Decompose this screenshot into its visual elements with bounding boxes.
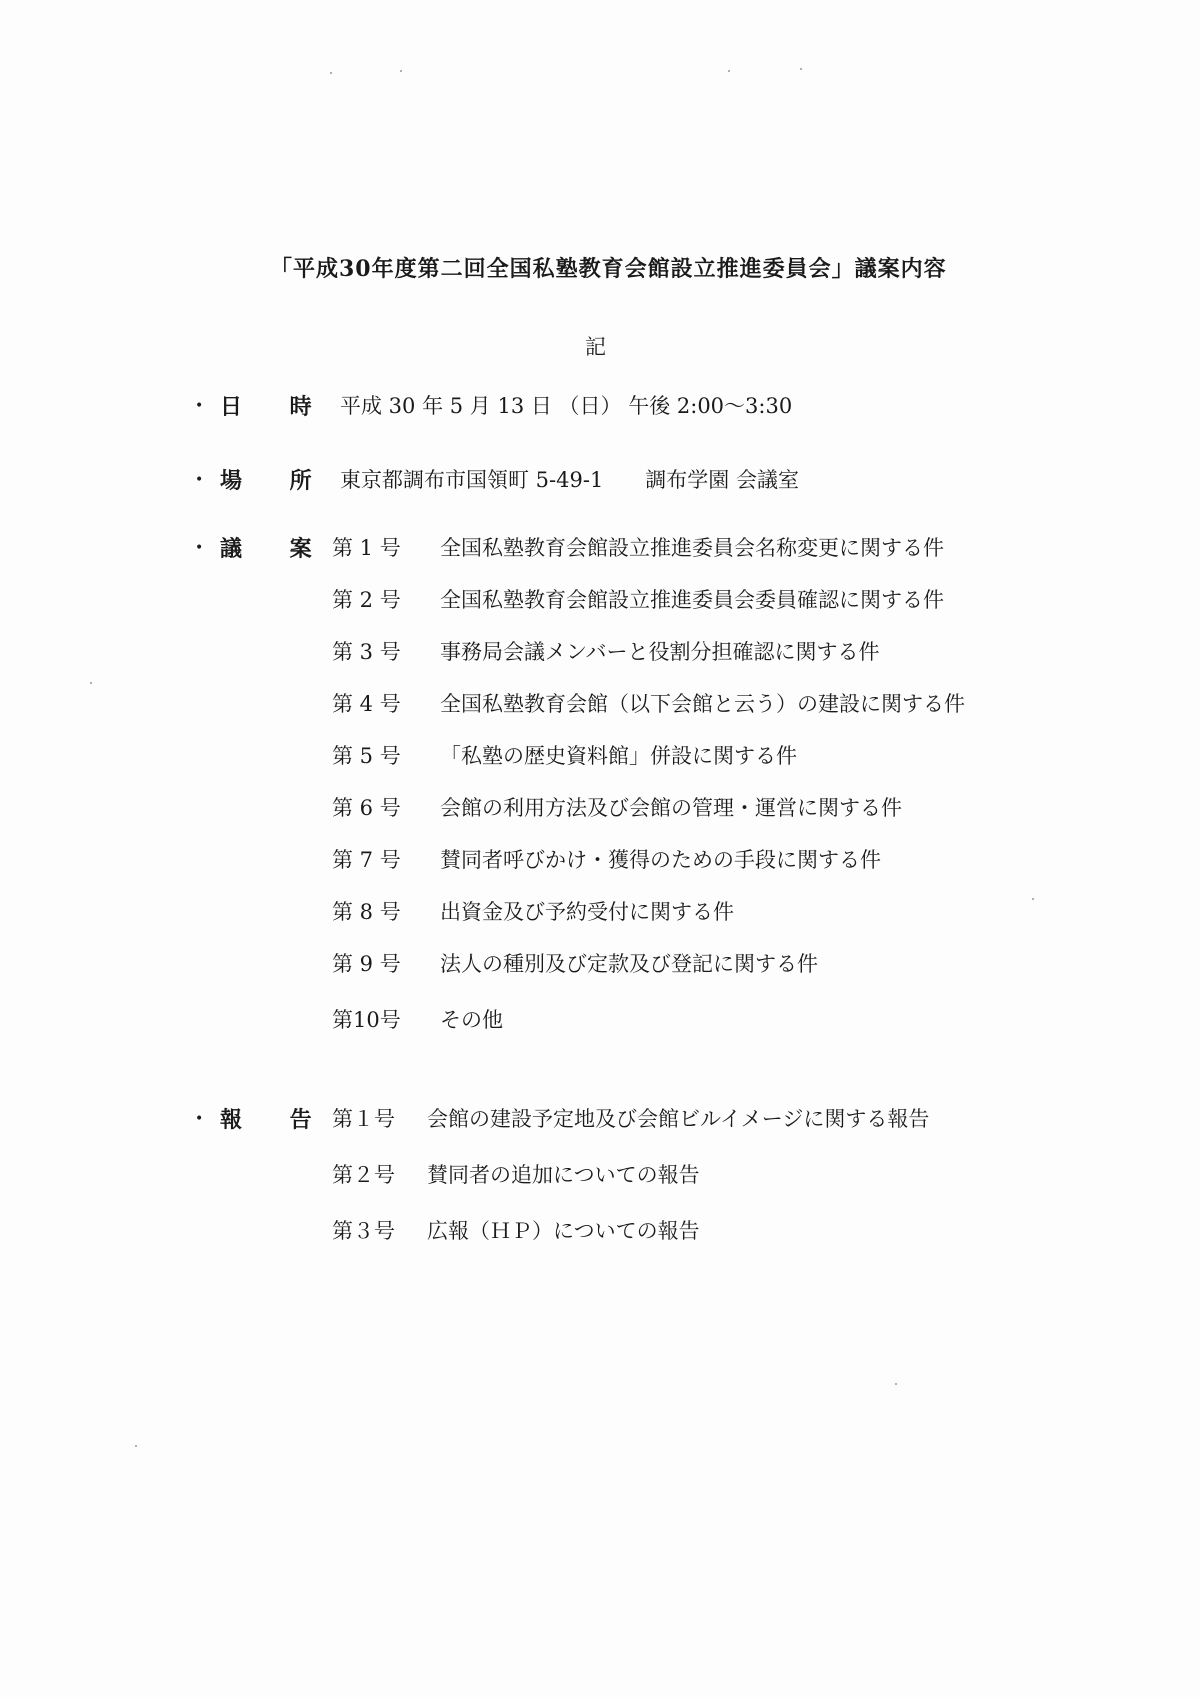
agenda-item (332, 584, 944, 614)
agenda-item-number: 第 6 号 (332, 796, 401, 820)
agenda-item-text: 「私塾の歴史資料館」併設に関する件 (440, 744, 797, 768)
scan-speck (800, 68, 802, 70)
datetime-label: 日 時 (220, 394, 332, 420)
report-label: 報 告 (220, 1107, 332, 1133)
agenda-item-text: 全国私塾教育会館（以下会館と云う）の建設に関する件 (440, 692, 965, 716)
agenda-item-number: 第 2 号 (332, 588, 401, 612)
report-item-number: 第１号 (332, 1107, 395, 1131)
bullet-icon: • (195, 1111, 204, 1127)
bullet-icon: • (195, 398, 204, 414)
agenda-item (332, 636, 880, 666)
scan-speck (728, 70, 730, 72)
agenda-item-text: 会館の利用方法及び会館の管理・運営に関する件 (440, 796, 902, 820)
scan-speck (400, 70, 402, 72)
report-item (332, 1159, 700, 1189)
agenda-item-text: 法人の種別及び定款及び登記に関する件 (440, 952, 818, 976)
report-item-number: 第２号 (332, 1163, 395, 1187)
report-item-number: 第３号 (332, 1219, 395, 1243)
agenda-label: 議 案 (220, 536, 332, 562)
bullet-icon: • (195, 472, 204, 488)
agenda-item-text: 事務局会議メンバーと役割分担確認に関する件 (440, 640, 880, 664)
scan-speck (90, 682, 92, 684)
agenda-item (332, 844, 881, 874)
report-item-text: 広報（ＨＰ）についての報告 (427, 1219, 700, 1243)
ki-heading: 記 (585, 335, 606, 359)
scan-speck (895, 1383, 897, 1385)
agenda-item-number: 第 1 号 (332, 536, 401, 560)
scan-speck (1032, 898, 1034, 900)
agenda-item (332, 948, 818, 978)
agenda-item-text: 出資金及び予約受付に関する件 (440, 900, 734, 924)
agenda-item (332, 688, 965, 718)
scan-speck (330, 72, 332, 74)
agenda-item (332, 792, 902, 822)
bullet-icon: • (195, 540, 204, 556)
agenda-item (332, 532, 944, 562)
document-title: 「平成30年度第二回全国私塾教育会館設立推進委員会」議案内容 (270, 256, 947, 282)
agenda-item-number: 第 4 号 (332, 692, 401, 716)
agenda-item (332, 740, 797, 770)
agenda-item-number: 第 3 号 (332, 640, 401, 664)
agenda-item (332, 1004, 503, 1034)
agenda-item-number: 第 8 号 (332, 900, 401, 924)
report-item (332, 1103, 929, 1133)
agenda-item-text: 全国私塾教育会館設立推進委員会委員確認に関する件 (440, 588, 944, 612)
report-item (332, 1215, 700, 1245)
agenda-item-text: 全国私塾教育会館設立推進委員会名称変更に関する件 (440, 536, 944, 560)
agenda-item-number: 第 9 号 (332, 952, 401, 976)
agenda-item-number: 第10号 (332, 1008, 401, 1032)
agenda-item-text: 賛同者呼びかけ・獲得のための手段に関する件 (440, 848, 881, 872)
location-label: 場 所 (220, 468, 332, 494)
location-value: 東京都調布市国領町 5-49-1 調布学園 会議室 (340, 468, 799, 492)
agenda-item-text: その他 (440, 1008, 503, 1032)
datetime-value: 平成 30 年 5 月 13 日 （日） 午後 2:00〜3:30 (340, 394, 793, 418)
report-item-text: 賛同者の追加についての報告 (427, 1163, 700, 1187)
report-item-text: 会館の建設予定地及び会館ビルイメージに関する報告 (427, 1107, 930, 1131)
scan-speck (135, 1445, 137, 1447)
agenda-item-number: 第 7 号 (332, 848, 401, 872)
agenda-item (332, 896, 734, 926)
agenda-item-number: 第 5 号 (332, 744, 401, 768)
